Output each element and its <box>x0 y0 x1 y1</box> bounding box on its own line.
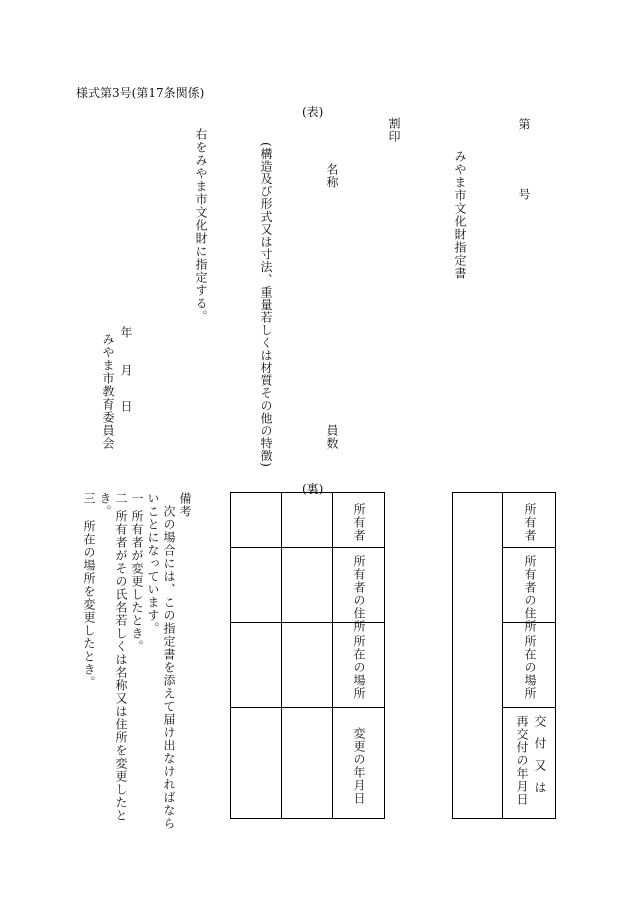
notes-item-3-text: 所在の場所を変更したとき。 <box>82 520 96 689</box>
issuer-name: みやま市教育委員会 <box>101 333 115 450</box>
notes-title: 備考 <box>178 492 192 518</box>
table-divider <box>231 547 384 548</box>
front-heading: (表) <box>302 105 324 119</box>
table-divider <box>502 707 555 708</box>
owner-label: 所有者 <box>523 503 537 542</box>
notes-item-3-number: 三 <box>82 492 96 505</box>
delivery-or-label: 交付又は <box>533 715 547 803</box>
designation-text: 右をみやま市文化財に指定する。 <box>194 128 208 323</box>
date-month: 月 <box>119 364 133 377</box>
table-divider <box>502 493 503 818</box>
owner-label: 所有者 <box>352 503 366 542</box>
delivery-table <box>452 492 556 819</box>
table-divider <box>502 547 555 548</box>
document-title: みやま市文化財指定書 <box>453 150 467 280</box>
notes-intro-1: 次の場合には、この指定書を添えて届け出なければなら <box>162 505 176 830</box>
location-label: 所在の場所 <box>523 635 537 700</box>
notes-item-2-line1: 二 所有者がその氏名若しくは名称又は住所を変更したと <box>114 492 128 822</box>
change-history-table <box>230 492 385 819</box>
seal-mark: 割印 <box>387 117 401 143</box>
change-date-label: 変更の年月日 <box>352 727 366 805</box>
owner-address-label: 所有者の住所 <box>352 555 366 633</box>
back-heading: (裏) <box>302 482 324 496</box>
number-go: 号 <box>517 188 531 201</box>
location-label: 所在の場所 <box>352 635 366 700</box>
table-divider <box>231 707 384 708</box>
number-dai: 第 <box>517 118 531 131</box>
count-label: 員数 <box>325 424 339 450</box>
notes-intro-2: いことになっています。 <box>146 492 160 635</box>
date-year: 年 <box>119 326 133 339</box>
structure-label: (構造及び形式又は寸法、重量若しくは材質その他の特徴) <box>259 142 273 468</box>
notes-item-2-line2: き。 <box>98 492 112 518</box>
owner-address-label: 所有者の住所 <box>523 555 537 633</box>
form-number-label: 様式第3号(第17条関係) <box>76 86 205 100</box>
redelivery-date-label: 再交付の年月日 <box>515 715 529 806</box>
name-label: 名称 <box>325 163 339 189</box>
table-divider <box>332 493 333 818</box>
notes-item-1: 一 所有者が変更したとき。 <box>130 492 144 653</box>
date-day: 日 <box>119 400 133 413</box>
table-divider <box>281 493 282 818</box>
